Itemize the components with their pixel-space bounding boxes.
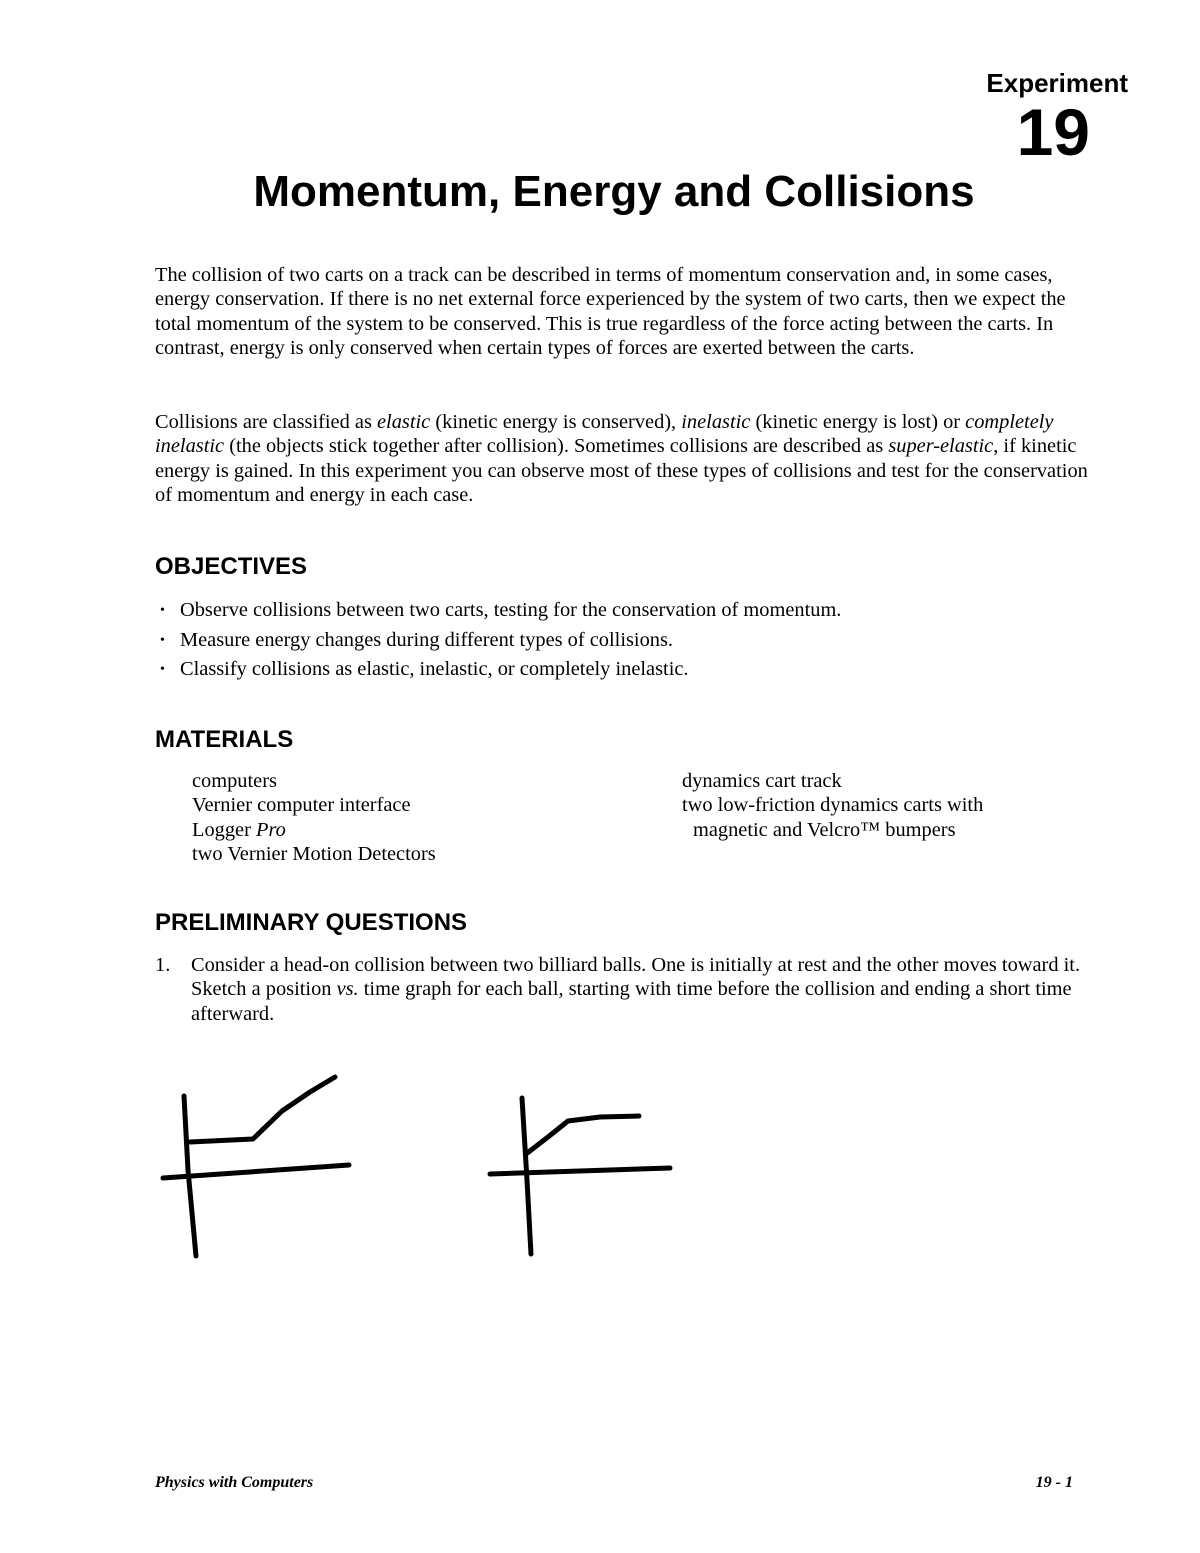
sketch-2-position-curve bbox=[526, 1116, 639, 1154]
material-item: Vernier computer interface bbox=[192, 794, 411, 817]
term-super-elastic: super-elastic bbox=[888, 435, 994, 458]
material-item: computers bbox=[192, 770, 277, 792]
sketch-2-horizontal-axis bbox=[490, 1168, 670, 1174]
footer-page-number: 19 - 1 bbox=[1035, 1474, 1073, 1491]
intro-text-4: (the objects stick together after collision). Sometimes collisions are described as bbox=[224, 435, 889, 458]
preliminary-questions-heading: PRELIMINARY QUESTIONS bbox=[155, 909, 468, 936]
material-item: dynamics cart track bbox=[682, 770, 842, 792]
pro-text: Pro bbox=[255, 818, 286, 841]
intro-text-2: (kinetic energy is conserved), bbox=[430, 411, 682, 433]
material-item: two Vernier Motion Detectors bbox=[192, 842, 436, 865]
term-inelastic: inelastic bbox=[681, 411, 751, 433]
experiment-label: Experiment bbox=[986, 68, 1128, 98]
intro-paragraph-1: The collision of two carts on a track can be described in terms of momentum conservation and, in some cases, energy conservation. If there is no net external force experienced by the system of two carts, then we expect the total momentum of the system to be conserved. This is true regardless of the force acting between the carts. In contrast, energy is only conserved when certain types of forces are exerted between the carts. bbox=[155, 264, 1066, 359]
experiment-number: 19 bbox=[1016, 95, 1090, 169]
question-number: 1. bbox=[155, 954, 171, 976]
bullet-icon: • bbox=[160, 603, 165, 618]
objectives-heading: OBJECTIVES bbox=[155, 553, 308, 580]
sketch-1-horizontal-axis bbox=[163, 1165, 349, 1178]
sketch-graph-ball-1 bbox=[163, 1077, 349, 1256]
sketch-graph-ball-2 bbox=[490, 1098, 670, 1254]
bullet-icon: • bbox=[160, 662, 165, 677]
bullet-icon: • bbox=[160, 632, 165, 648]
term-elastic: elastic bbox=[377, 411, 431, 433]
materials-heading: MATERIALS bbox=[155, 726, 294, 753]
term-completely-inelastic: completely inelastic bbox=[155, 411, 1054, 458]
page-title: Momentum, Energy and Collisions bbox=[253, 167, 975, 216]
question-vs: vs. bbox=[336, 978, 359, 1001]
material-item: magnetic and Velcro™ bumpers bbox=[693, 818, 956, 841]
question-text-b: time graph for each ball, starting with time before the collision and ending a short time afterward. bbox=[191, 978, 1072, 1025]
question-text-a: Consider a head-on collision between two billiard balls. One is initially at rest and the other moves toward it. Sketch a position bbox=[191, 954, 1081, 1001]
objective-text: Observe collisions between two carts, testing for the conservation of momentum. bbox=[180, 599, 842, 621]
objective-text: Classify collisions as elastic, inelastic, or completely inelastic. bbox=[180, 658, 689, 680]
sketch-2-vertical-axis bbox=[522, 1098, 531, 1254]
intro-text-1: Collisions are classified as bbox=[155, 411, 377, 433]
intro-text-3: (kinetic energy is lost) or bbox=[750, 411, 966, 433]
footer-book-title: Physics with Computers bbox=[155, 1474, 314, 1491]
objective-text: Measure energy changes during different types of collisions. bbox=[180, 628, 674, 651]
intro-text-5: , if kinetic energy is gained. In this experiment you can observe most of these types of collisions and test for the conservation of momentum and energy in each case. bbox=[155, 435, 1088, 506]
logger-text: Logger bbox=[192, 818, 256, 841]
sketch-1-position-curve bbox=[190, 1077, 335, 1142]
material-item: two low-friction dynamics carts with bbox=[682, 794, 984, 817]
